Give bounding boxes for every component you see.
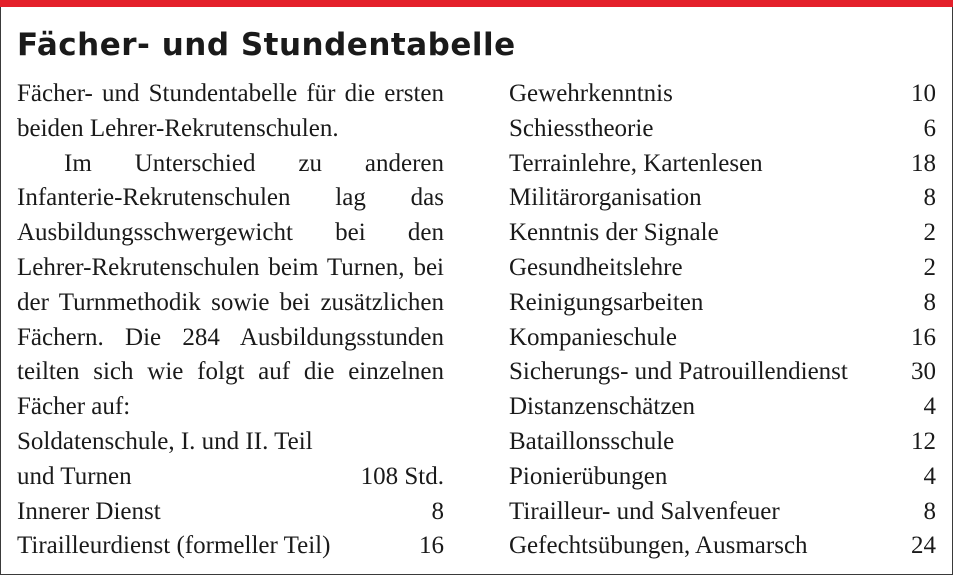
subject-name: Kompanieschule — [509, 323, 678, 351]
left-column — [17, 77, 444, 564]
subject-name: Sicherungs- und Patrouillendienst — [509, 358, 848, 386]
subject-hours: 10 — [911, 80, 936, 107]
subject-hours: 16 — [911, 323, 936, 351]
subject-row — [509, 460, 936, 495]
subject-row — [509, 147, 936, 182]
subject-hours: 4 — [923, 462, 936, 490]
subject-row — [509, 77, 936, 112]
subject-row — [509, 495, 936, 530]
subject-row — [509, 181, 936, 216]
box-title: Fächer- und Stundentabelle — [17, 27, 516, 63]
subject-row — [17, 495, 444, 530]
subject-name: Kenntnis der Signale — [509, 219, 719, 247]
subject-name: Distanzenschätzen — [509, 393, 696, 421]
subject-name: Tirailleur- und Salvenfeuer — [509, 497, 780, 525]
subject-name: Gesundheitslehre — [509, 253, 683, 281]
first-subject-hours: 108 Std. — [360, 462, 444, 490]
subject-row — [17, 529, 444, 564]
subject-row — [509, 321, 936, 356]
subject-hours: 8 — [923, 497, 936, 525]
subject-hours: 18 — [911, 149, 936, 177]
subject-row — [509, 216, 936, 251]
subject-hours: 30 — [911, 358, 936, 386]
subject-row — [509, 425, 936, 460]
first-subject-row — [17, 460, 444, 495]
subject-row — [509, 529, 936, 564]
subject-name: Terrainlehre, Kartenlesen — [509, 149, 763, 177]
right-column — [509, 77, 936, 564]
subject-row — [509, 390, 936, 425]
subject-name: Reinigungsarbeiten — [509, 288, 704, 316]
subject-hours: 8 — [923, 184, 936, 212]
subject-name: Gewehrkenntnis — [509, 80, 673, 107]
subject-name: Schiesstheorie — [509, 114, 654, 142]
subject-hours: 8 — [923, 288, 936, 316]
subject-hours: 16 — [419, 532, 444, 560]
intro-paragraph: Fächer- und Stundentabelle für die ersten beiden Lehrer-Rekrutenschulen. — [17, 80, 444, 142]
subject-hours: 4 — [923, 393, 936, 421]
subject-hours: 2 — [923, 219, 936, 247]
body-paragraph: Im Unterschied zu anderen Infanterie-Rekrutenschulen lag das Ausbildungsschwergewicht bei den Lehrer-Rekrutenschulen beim Turnen, bei der Turnmethodik sowie bei zusätzlichen Fächern. Die 284 Ausbildungsstunden teilten sich wie folgt auf die einzelnen Fächer auf: — [17, 149, 444, 421]
first-subject-line2: und Turnen — [17, 462, 132, 490]
subject-row — [509, 251, 936, 286]
subject-row — [509, 286, 936, 321]
subject-hours: 6 — [923, 114, 936, 142]
subject-hours: 12 — [911, 427, 936, 455]
accent-bar — [0, 0, 953, 7]
subject-row — [509, 355, 936, 390]
subject-name: Gefechtsübungen, Ausmarsch — [509, 532, 808, 560]
subject-hours: 8 — [431, 497, 444, 525]
subject-row — [509, 112, 936, 147]
subject-hours: 24 — [911, 532, 936, 560]
subject-name: Innerer Dienst — [17, 497, 161, 525]
subject-name: Bataillonsschule — [509, 427, 675, 455]
first-subject-line1: Soldatenschule, I. und II. Teil — [17, 427, 313, 455]
subject-name: Tirailleurdienst (formeller Teil) — [17, 532, 331, 560]
subject-name: Militärorganisation — [509, 184, 702, 212]
subject-hours: 2 — [923, 253, 936, 281]
subject-name: Pionierübungen — [509, 462, 668, 490]
